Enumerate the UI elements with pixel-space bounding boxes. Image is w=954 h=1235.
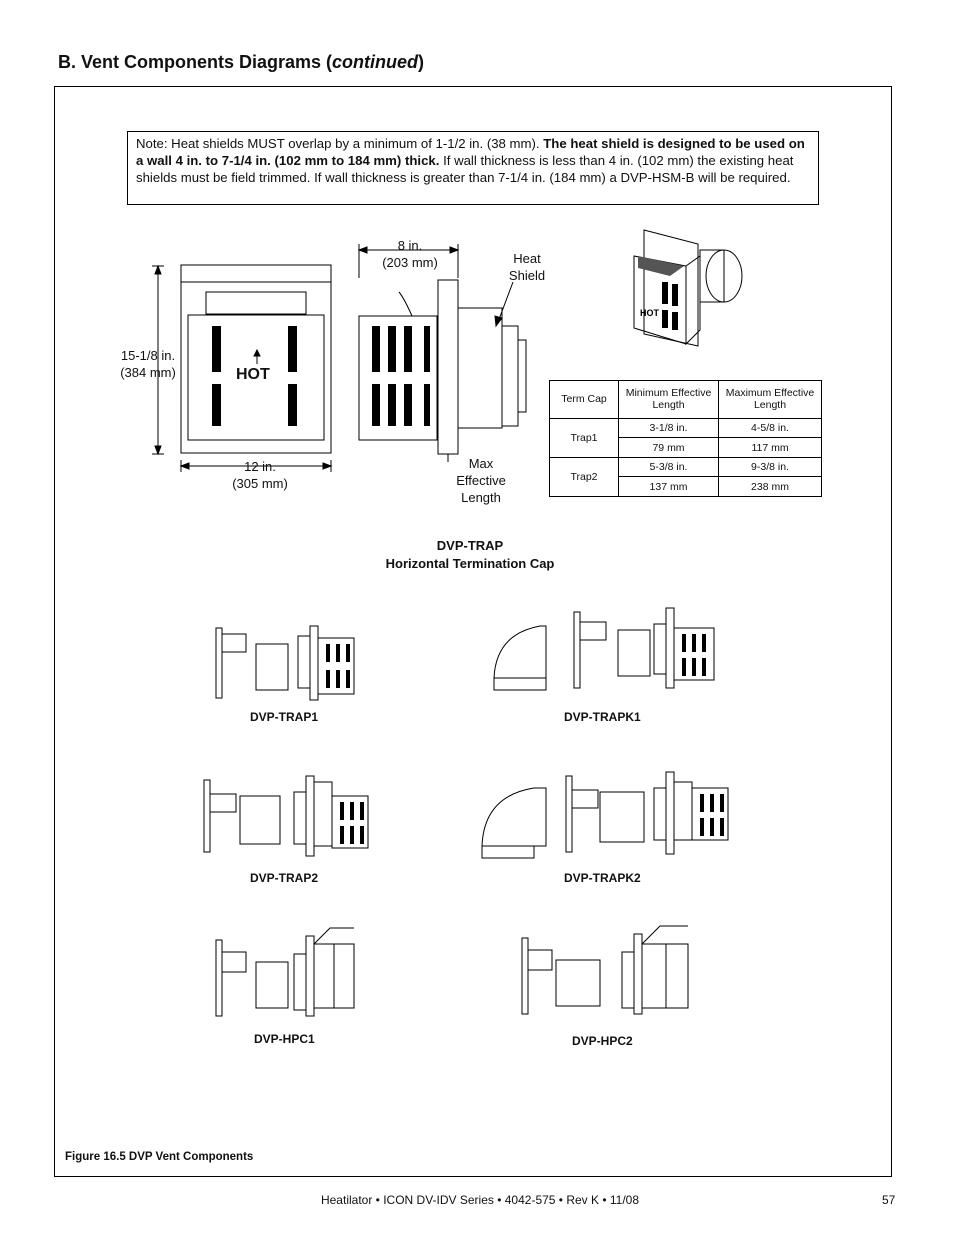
- page-number: 57: [882, 1193, 896, 1207]
- table-row: [550, 457, 822, 477]
- cell-min-in: 5-3/8 in.: [619, 457, 719, 477]
- heat-shield-label: Heat Shield: [508, 251, 546, 283]
- cell-max-in: 4-5/8 in.: [719, 418, 822, 438]
- height-dimension: 15-1/8 in. (384 mm): [120, 348, 176, 380]
- header-term-cap: Term Cap: [550, 381, 619, 419]
- label-dvp-hpc1: DVP-HPC1: [254, 1032, 315, 1046]
- hot-label: HOT: [236, 366, 270, 383]
- assembly-dvp-hpc1: [212, 926, 362, 1020]
- section-heading: B. Vent Components Diagrams (continued): [58, 52, 425, 72]
- width-dimension: 12 in. (305 mm): [232, 459, 288, 491]
- figure-caption: Figure 16.5 DVP Vent Components: [65, 1151, 254, 1163]
- heat-shield-note: Note: Heat shields MUST overlap by a minimum of 1-1/2 in. (38 mm). The heat shield is designed to be used on a wall 4 in. to 7-1/4 in. (102 mm to 184 mm) thick. If wall thickness is less than 4 in. (102 mm) the existing heat shields must be field trimmed. If wall thickness is greater than 7-1/4 in. (184 mm) a DVP-HSM-B will be required.: [127, 131, 819, 205]
- table-header-row: [550, 381, 822, 419]
- isometric-view-diagram: [628, 226, 748, 356]
- label-dvp-trap2: DVP-TRAP2: [250, 871, 319, 885]
- row-name: Trap1: [550, 418, 619, 457]
- cell-min-mm: 79 mm: [619, 438, 719, 458]
- cell-max-in: 9-3/8 in.: [719, 457, 822, 477]
- assembly-dvp-trap1: [212, 620, 362, 700]
- main-figure-caption: DVP-TRAP Horizontal Termination Cap: [385, 538, 555, 571]
- svg-text:HOT: HOT: [640, 308, 659, 318]
- label-dvp-trap1: DVP-TRAP1: [250, 710, 319, 724]
- cell-min-in: 3-1/8 in.: [619, 418, 719, 438]
- label-dvp-hpc2: DVP-HPC2: [572, 1034, 633, 1048]
- depth-dimension: 8 in. (203 mm): [382, 238, 438, 270]
- table-row: [550, 418, 822, 438]
- header-max-length: Maximum Effective Length: [719, 381, 822, 419]
- label-dvp-trapk1: DVP-TRAPK1: [564, 710, 641, 724]
- assembly-dvp-trapk1: [490, 604, 720, 694]
- cell-min-mm: 137 mm: [619, 477, 719, 497]
- header-min-length: Minimum Effective Length: [619, 381, 719, 419]
- row-name: Trap2: [550, 457, 619, 496]
- label-dvp-trapk2: DVP-TRAPK2: [564, 871, 641, 885]
- assembly-dvp-trap2: [200, 772, 370, 858]
- cell-max-mm: 117 mm: [719, 438, 822, 458]
- max-effective-length-label: Max Effective Length: [456, 456, 506, 505]
- page-footer: Heatilator • ICON DV-IDV Series • 4042-575 • Rev K • 11/08: [320, 1193, 640, 1207]
- assembly-dvp-trapk2: [478, 768, 730, 860]
- effective-length-table: [549, 380, 822, 497]
- cell-max-mm: 238 mm: [719, 477, 822, 497]
- assembly-dvp-hpc2: [520, 924, 692, 1018]
